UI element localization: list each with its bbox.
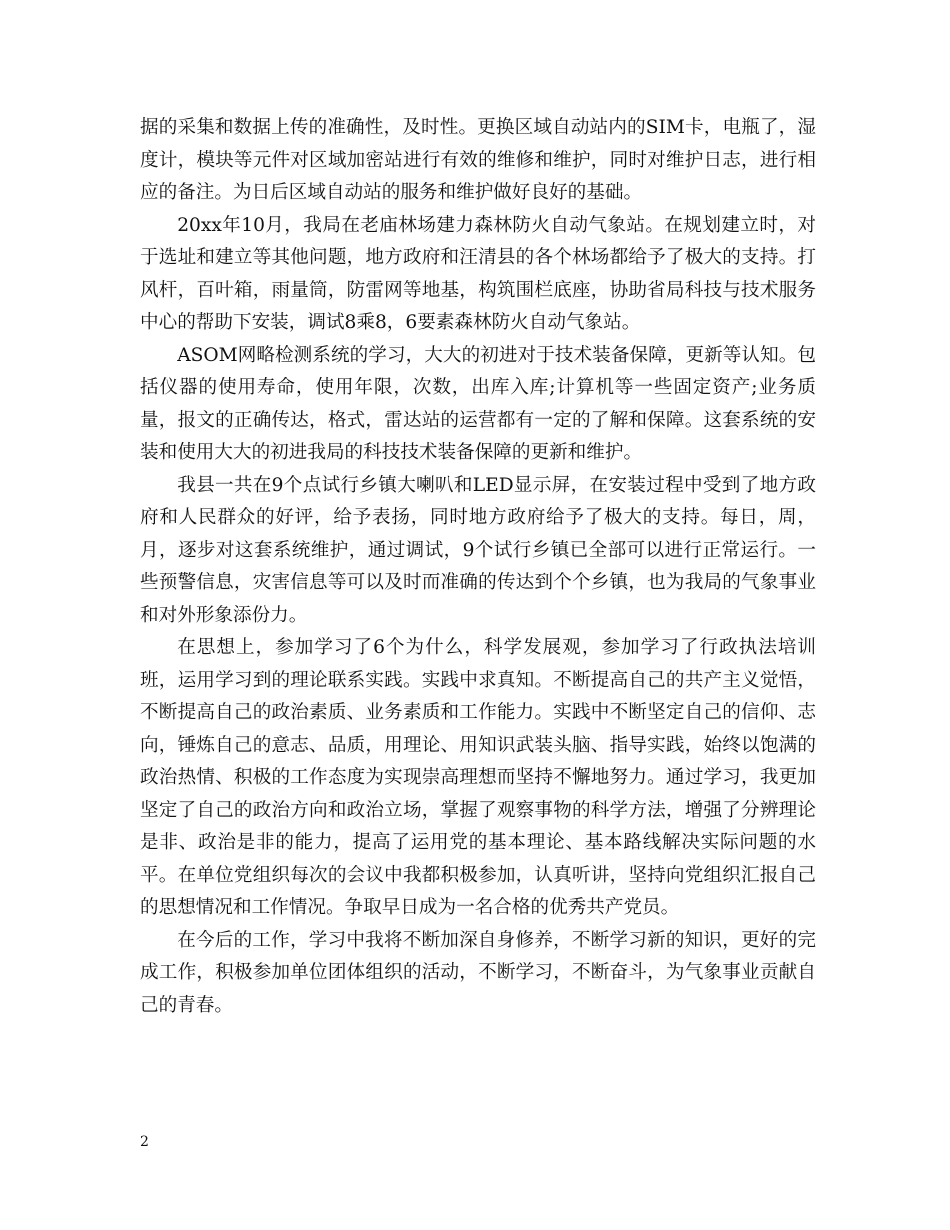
paragraph-ideology: 在思想上，参加学习了6个为什么，科学发展观，参加学习了行政执法培训班，运用学习到的理论联系实践。实践中求真知。不断提高自己的共产主义觉悟，不断提高自己的政治素质、业务素质和工作能力。实践中不断坚定自己的信仰、志向，锤炼自己的意志、品质，用理论、用知识武装头脑、指导实践，始终以饱满的政治热情、积极的工作态度为实现崇高理想而坚持不懈地努力。通过学习，我更加坚定了自己的政治方向和政治立场，掌握了观察事物的科学方法，增强了分辨理论是非、政治是非的能力，提高了运用党的基本理论、基本路线解决实际问题的水平。在单位党组织每次的会议中我都积极参加，认真听讲，坚持向党组织汇报自己的思想情况和工作情况。争取早日成为一名合格的优秀共产党员。 xyxy=(140,637,816,918)
paragraph-asom-system: ASOM网略检测系统的学习，大大的初进对于技术装备保障，更新等认知。包括仪器的使用寿命，使用年限，次数，出库入库;计算机等一些固定资产;业务质量，报文的正确传达，格式，雷达站的运营都有一定的了解和保障。这套系统的安装和使用大大的初进我局的科技技术装备保障的更新和维护。 xyxy=(140,344,816,463)
paragraph-continued: 据的采集和数据上传的准确性，及时性。更换区域自动站内的SIM卡，电瓶了，湿度计，模块等元件对区域加密站进行有效的维修和维护，同时对维护日志，进行相应的备注。为日后区域自动站的服务和维护做好良好的基础。 xyxy=(140,117,816,203)
paragraph-weather-station: 20xx年10月，我局在老庙林场建力森林防火自动气象站。在规划建立时，对于选址和建立等其他问题，地方政府和汪清县的各个林场都给予了极大的支持。打风杆，百叶箱，雨量筒，防雷网等地基，构筑围栏底座，协助省局科技与技术服务中心的帮助下安装，调试8乘8，6要素森林防火自动气象站。 xyxy=(140,214,816,333)
document-body xyxy=(140,112,816,1022)
paragraph-led-display: 我县一共在9个点试行乡镇大喇叭和LED显示屏，在安装过程中受到了地方政府和人民群众的好评，给予表扬，同时地方政府给予了极大的支持。每日，周，月，逐步对这套系统维护，通过调试，9个试行乡镇已全部可以进行正常运行。一些预警信息，灾害信息等可以及时而准确的传达到个个乡镇，也为我局的气象事业和对外形象添份力。 xyxy=(140,474,816,626)
paragraph-future-work: 在今后的工作，学习中我将不断加深自身修养，不断学习新的知识，更好的完成工作，积极参加单位团体组织的活动，不断学习，不断奋斗，为气象事业贡献自己的青春。 xyxy=(140,929,816,1016)
page-number: 2 xyxy=(140,1134,149,1150)
